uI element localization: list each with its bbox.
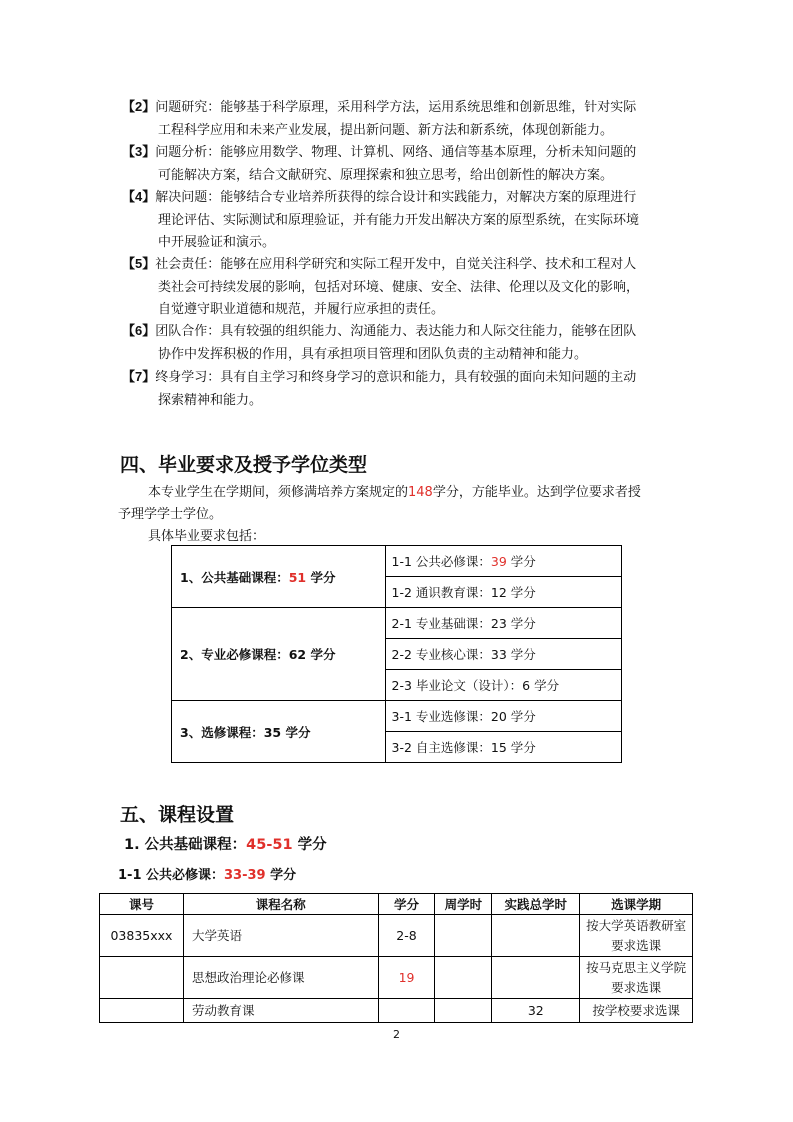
column-header: 学分 — [378, 894, 435, 915]
course-code — [100, 957, 184, 999]
ability-text: 社会责任：能够在应用科学研究和实际工程开发中，自觉关注科学、技术和工程对人 — [155, 257, 637, 272]
ability-text: 理论评估、实际测试和原理验证，并有能力开发出解决方案的原型系统，在实际环境 — [158, 212, 640, 228]
course-table — [99, 893, 693, 1023]
requirement-item: 1-2 通识教育课：12 学分 — [385, 577, 621, 608]
ability-text: 终身学习：具有自主学习和终身学习的意识和能力，具有较强的面向未知问题的主动 — [155, 370, 637, 385]
requirement-item-unit: 学分 — [506, 554, 536, 569]
ability-text: 问题分析：能够应用数学、物理、计算机、网络、通信等基本原理，分析未知问题的 — [155, 145, 637, 160]
requirement-item: 2-3 毕业论文（设计）：6 学分 — [385, 670, 621, 701]
column-header: 课程名称 — [183, 894, 378, 915]
column-header: 选课学期 — [580, 894, 693, 915]
subsection-credit: 33-39 — [224, 868, 266, 883]
graduation-requirements-table — [171, 545, 622, 763]
ability-tag: 【7】 — [122, 369, 156, 384]
column-header: 周学时 — [435, 894, 492, 915]
section-4-heading: 四、毕业要求及授予学位类型 — [120, 454, 368, 476]
subsection-unit: 学分 — [265, 868, 297, 883]
course-name: 大学英语 — [183, 915, 378, 957]
course-practice-hours — [492, 915, 580, 957]
total-credits: 148 — [408, 485, 433, 500]
subsection-heading — [124, 833, 327, 854]
course-name: 劳动教育课 — [183, 999, 378, 1023]
subsection-heading — [118, 864, 296, 883]
ability-text: 解决问题：能够结合专业培养所获得的综合设计和实践能力，对解决方案的原理进行 — [155, 190, 637, 205]
subsection-credit: 45-51 — [246, 837, 293, 853]
requirement-group-unit: 学分 — [306, 569, 336, 585]
requirement-item: 3-1 专业选修课：20 学分 — [385, 701, 621, 732]
course-credit — [378, 999, 435, 1023]
ability-text: 问题研究：能够基于科学原理，采用科学方法，运用系统思维和创新思维，针对实际 — [155, 100, 637, 115]
graduation-text: 学分，方能毕业。达到学位要求者授 — [432, 485, 641, 500]
requirement-item: 2-2 专业核心课：33 学分 — [385, 639, 621, 670]
course-term: 按马克思主义学院要求选课 — [580, 957, 693, 999]
graduation-text: 予理学学士学位。 — [118, 507, 223, 522]
course-weekly-hours — [435, 915, 492, 957]
ability-text: 类社会可持续发展的影响，包括对环境、健康、安全、法律、伦理以及文化的影响， — [158, 279, 640, 295]
column-header: 课号 — [100, 894, 184, 915]
ability-text: 团队合作：具有较强的组织能力、沟通能力、表达能力和人际交往能力，能够在团队 — [155, 324, 637, 339]
table-row — [100, 999, 693, 1023]
course-credit: 2-8 — [378, 915, 435, 957]
course-term: 按大学英语教研室要求选课 — [580, 915, 693, 957]
ability-item-6 — [122, 320, 682, 366]
ability-text: 探索精神和能力。 — [158, 392, 263, 408]
table-row — [172, 546, 622, 577]
subsection-label: 1. 公共基础课程： — [124, 837, 247, 853]
ability-text: 工程科学应用和未来产业发展，提出新问题、新方法和新系统，体现创新能力。 — [158, 122, 614, 138]
course-credit: 19 — [378, 957, 435, 999]
ability-tag: 【2】 — [122, 99, 156, 114]
ability-text: 可能解决方案，结合文献研究、原理探索和独立思考，给出创新性的解决方案。 — [158, 167, 614, 183]
course-weekly-hours — [435, 999, 492, 1023]
requirement-item: 3-2 自主选修课：15 学分 — [385, 732, 621, 763]
column-header: 实践总学时 — [492, 894, 580, 915]
table-header-row — [100, 894, 693, 915]
ability-item-3 — [122, 141, 682, 187]
requirement-group-2: 2、专业必修课程：62 学分 — [172, 608, 386, 701]
ability-item-5 — [122, 253, 682, 322]
course-code — [100, 999, 184, 1023]
section-5-heading: 五、课程设置 — [120, 804, 235, 826]
table-row — [100, 957, 693, 999]
ability-item-2 — [122, 96, 682, 142]
page-number: 2 — [393, 1028, 400, 1041]
requirement-group-label: 1、公共基础课程： — [180, 569, 289, 585]
table-row — [100, 915, 693, 957]
ability-tag: 【4】 — [122, 189, 156, 204]
requirement-group-1 — [172, 546, 386, 608]
graduation-text: 本专业学生在学期间，须修满培养方案规定的 — [148, 485, 409, 500]
graduation-paragraph — [118, 482, 678, 526]
ability-text: 协作中发挥积极的作用，具有承担项目管理和团队负责的主动精神和能力。 — [158, 346, 588, 362]
requirement-group-3: 3、选修课程：35 学分 — [172, 701, 386, 763]
course-code: 03835xxx — [100, 915, 184, 957]
requirement-item-credit: 39 — [490, 554, 507, 569]
requirements-intro: 具体毕业要求包括： — [148, 529, 266, 544]
subsection-unit: 学分 — [292, 837, 327, 853]
ability-tag: 【3】 — [122, 144, 156, 159]
course-term: 按学校要求选课 — [580, 999, 693, 1023]
requirement-group-credit: 51 — [288, 569, 307, 585]
ability-item-7 — [122, 366, 682, 412]
ability-tag: 【6】 — [122, 323, 156, 338]
requirement-item-label: 1-1 公共必修课： — [391, 554, 491, 569]
ability-tag: 【5】 — [122, 256, 156, 271]
course-weekly-hours — [435, 957, 492, 999]
requirement-item: 2-1 专业基础课：23 学分 — [385, 608, 621, 639]
requirement-item — [385, 546, 621, 577]
course-practice-hours: 32 — [492, 999, 580, 1023]
ability-text: 自觉遵守职业道德和规范，并履行应承担的责任。 — [158, 302, 445, 317]
table-row — [172, 701, 622, 732]
subsection-label: 1-1 公共必修课： — [118, 868, 225, 883]
course-practice-hours — [492, 957, 580, 999]
course-name: 思想政治理论必修课 — [183, 957, 378, 999]
table-row — [172, 608, 622, 639]
ability-item-4 — [122, 186, 682, 255]
ability-text: 中开展验证和演示。 — [158, 235, 276, 250]
